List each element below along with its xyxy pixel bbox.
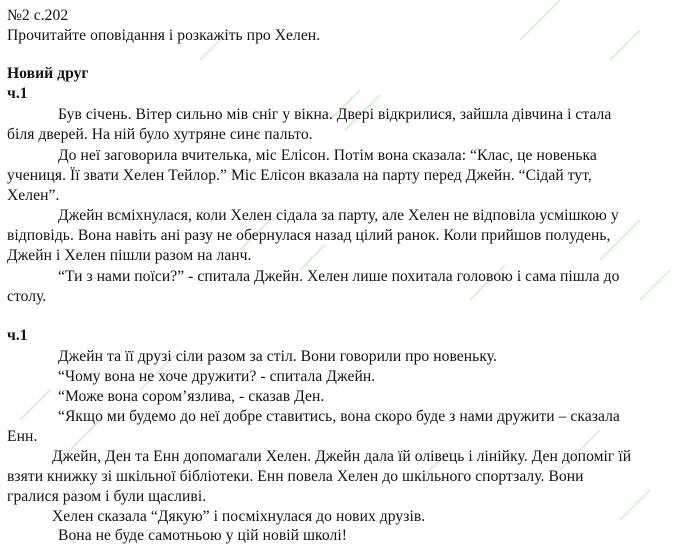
paragraph-line: столу.: [7, 288, 47, 305]
paragraph-line: Хелен сказала “Дякую” і посміхнулася до нових друзів.: [52, 508, 426, 525]
paragraph-line: Джейн всміхнулася, коли Хелен сідала за парту, але Хелен не відповіла усмішкою у: [58, 207, 619, 224]
paragraph-line: Вона не буде самотньою у цій новій школі!: [58, 527, 347, 544]
story-title: Новий друг: [7, 65, 89, 82]
paragraph-line: “Може вона сором’язлива, - сказав Ден.: [58, 388, 325, 405]
paragraph-line: взяти книжку зі шкільної бібліотеки. Енн повела Хелен до шкільного спортзалу. Вони: [7, 468, 584, 485]
paragraph-line: Джейн та її друзі сіли разом за стіл. Вони говорили про новеньку.: [58, 348, 497, 365]
paragraph-line: гралися разом і були щасливі.: [7, 488, 207, 505]
paragraph-line: “Чому вона не хоче дружити? - спитала Джейн.: [58, 368, 376, 385]
paragraph-line: “Ти з нами поїси?” - спитала Джейн. Хелен лише похитала головою і сама пішла до: [58, 268, 620, 285]
instruction-text: Прочитайте оповідання і розкажіть про Хелен.: [7, 27, 321, 44]
paragraph-line: біля дверей. На ній було хутряне синє пальто.: [7, 126, 313, 143]
part-1-label: ч.1: [7, 85, 28, 102]
paragraph-line: Джейн і Хелен пішли разом на ланч.: [7, 247, 252, 264]
exercise-number: №2 с.202: [7, 7, 69, 24]
paragraph-line: Був січень. Вітер сильно мів сніг у вікна. Двері відкрилися, зайшла дівчина і стала: [58, 106, 612, 123]
paragraph-line: учениця. Її звати Хелен Тейлор.” Міс Елісон вказала на парту перед Джейн. “Сідай тут,: [7, 167, 592, 184]
paragraph-line: Енн.: [7, 428, 38, 445]
paragraph-line: “Якщо ми будемо до неї добре ставитись, вона скоро буде з нами дружити – сказала: [58, 408, 620, 425]
part-2-label: ч.1: [7, 327, 28, 344]
paragraph-line: До неї заговорила вчителька, міс Елісон. Потім вона сказала: “Клас, це новенька: [58, 147, 597, 164]
paragraph-line: Хелен”.: [7, 187, 60, 204]
paragraph-line: відповідь. Вона навіть ані разу не обернулася назад цілий ранок. Коли прийшов полудень,: [7, 227, 611, 244]
paragraph-line: Джейн, Ден та Енн допомагали Хелен. Джейн дала їй олівець і лінійку. Ден допоміг їй: [52, 448, 632, 465]
